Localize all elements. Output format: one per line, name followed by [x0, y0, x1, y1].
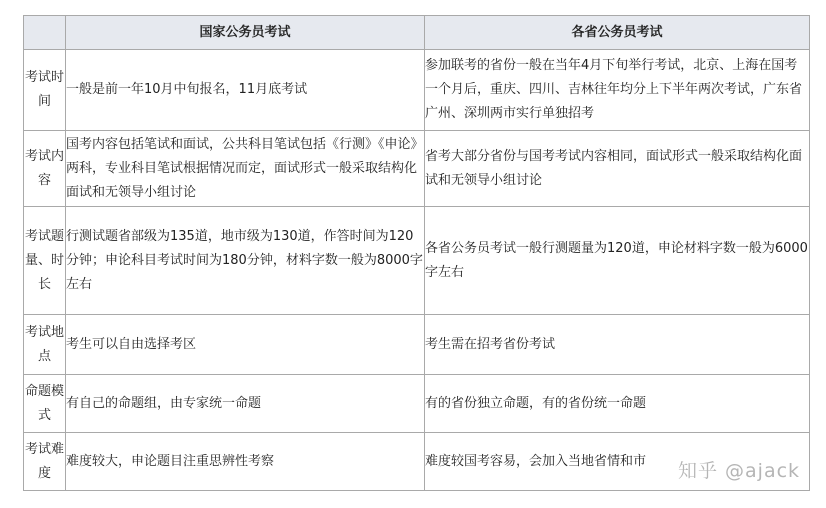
national-cell: 行测试题省部级为135道，地市级为130道，作答时间为120分钟；申论科目考试时间为180分钟，材料字数一般为8000字左右: [66, 207, 425, 315]
corner-cell: [24, 16, 66, 50]
table-row: [24, 315, 810, 375]
national-cell: 难度较大，申论题目注重思辨性考察: [66, 433, 425, 491]
row-label: 考试难度: [24, 433, 66, 491]
column-header-provincial: 各省公务员考试: [425, 16, 810, 50]
national-cell: 考生可以自由选择考区: [66, 315, 425, 375]
row-label: 考试地点: [24, 315, 66, 375]
row-label: 考试时间: [24, 50, 66, 131]
table-row: [24, 375, 810, 433]
row-label: 命题模式: [24, 375, 66, 433]
column-header-national: 国家公务员考试: [66, 16, 425, 50]
table-row: [24, 207, 810, 315]
national-cell: 一般是前一年10月中旬报名，11月底考试: [66, 50, 425, 131]
table-row: [24, 131, 810, 207]
provincial-cell: 省考大部分省份与国考考试内容相同，面试形式一般采取结构化面试和无领导小组讨论: [425, 131, 810, 207]
provincial-cell: 各省公务员考试一般行测题量为120道，申论材料字数一般为6000字左右: [425, 207, 810, 315]
table-row: [24, 50, 810, 131]
provincial-cell: 难度较国考容易，会加入当地省情和市: [425, 433, 810, 491]
row-label: 考试题量、时长: [24, 207, 66, 315]
provincial-cell: 考生需在招考省份考试: [425, 315, 810, 375]
national-cell: 国考内容包括笔试和面试，公共科目笔试包括《行测》《申论》两科，专业科目笔试根据情况而定，面试形式一般采取结构化面试和无领导小组讨论: [66, 131, 425, 207]
provincial-cell: 参加联考的省份一般在当年4月下旬举行考试，北京、上海在国考一个月后，重庆、四川、吉林往年均分上下半年两次考试，广东省广州、深圳两市实行单独招考: [425, 50, 810, 131]
provincial-cell: 有的省份独立命题，有的省份统一命题: [425, 375, 810, 433]
row-label: 考试内容: [24, 131, 66, 207]
header-row: [24, 16, 810, 50]
comparison-table: [23, 15, 810, 491]
watermark: 知乎 @ajack: [678, 460, 801, 482]
national-cell: 有自己的命题组，由专家统一命题: [66, 375, 425, 433]
